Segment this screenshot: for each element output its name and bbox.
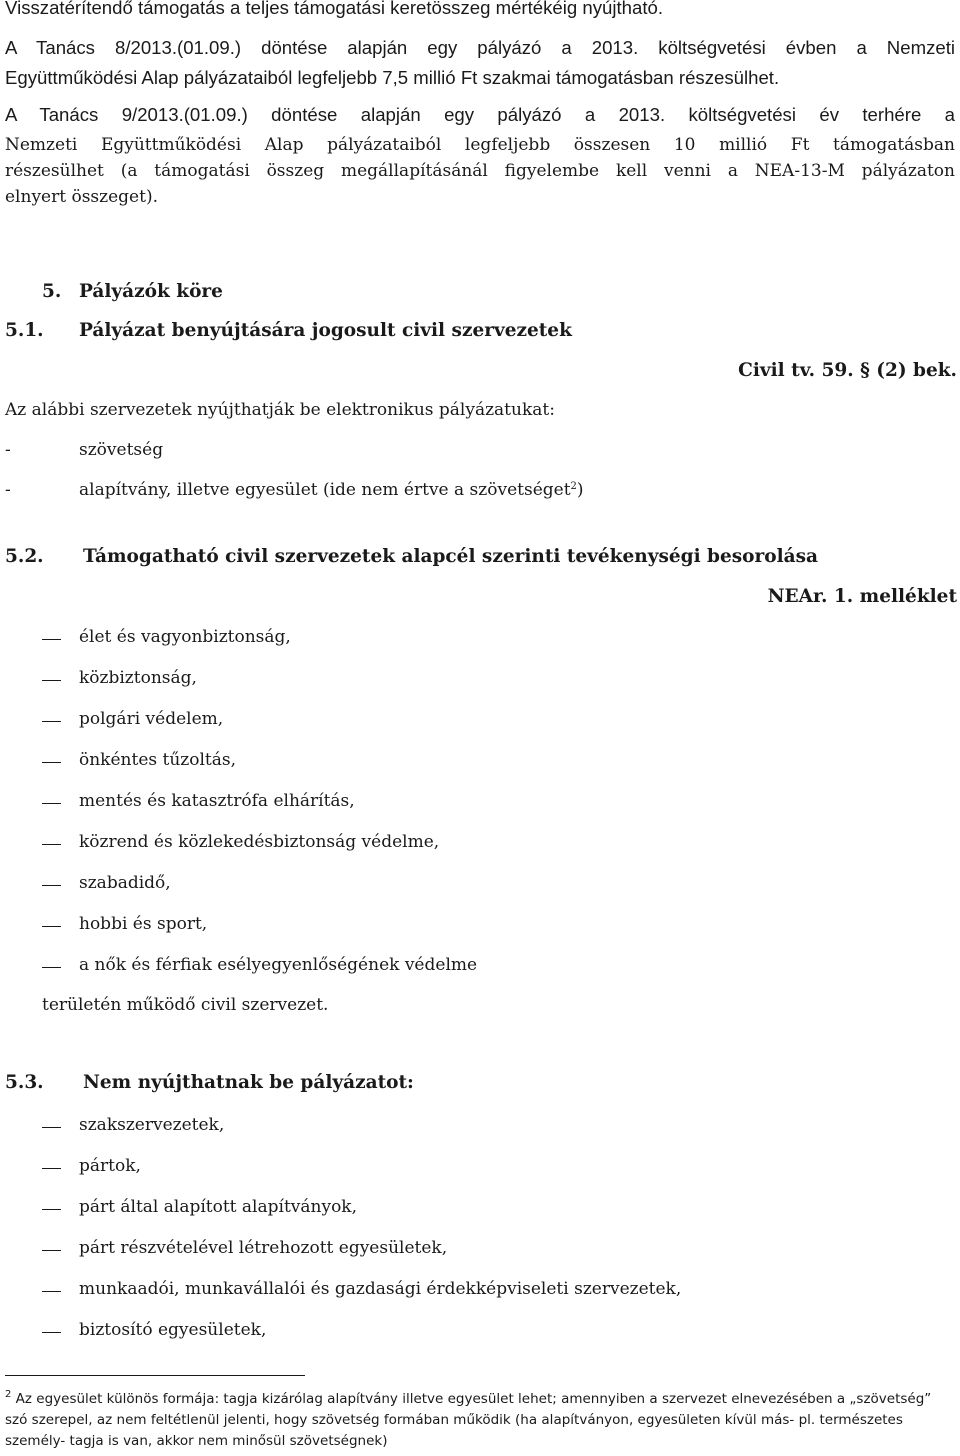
- section-5-1-title: Pályázat benyújtására jogosult civil szervezetek: [79, 320, 572, 341]
- list-item: a nők és férfiak esélyegyenlőségének védelme: [79, 955, 478, 975]
- dash-bullet: [42, 1168, 61, 1169]
- list-item-hyphen: -: [5, 480, 11, 500]
- list-item: önkéntes tűzoltás,: [79, 750, 237, 770]
- list-item: [79, 480, 584, 500]
- dash-bullet: [42, 844, 61, 845]
- dash-bullet: [42, 1332, 61, 1333]
- list-item: polgári védelem,: [79, 709, 224, 729]
- footnote-separator: [5, 1375, 305, 1376]
- section-5-title: Pályázók köre: [79, 281, 223, 302]
- dash-bullet: [42, 1291, 61, 1292]
- section-5-2-title: Támogatható civil szervezetek alapcél szerinti tevékenységi besorolása: [83, 546, 819, 567]
- section-5-1-number: 5.1.: [5, 320, 44, 341]
- intro-line-1: Visszatérítendő támogatás a teljes támogatási keretösszeg mértékéig nyújtható.: [5, 0, 664, 18]
- dash-bullet: [42, 1127, 61, 1128]
- list-item-close: ): [576, 480, 584, 500]
- footnote-text: Az egyesület különös formája: tagja kizárólag alapítvány illetve egyesület lehet; amennyiben a szervezet elnevezésében a „szövetség” szó szerepel, az nem feltétlenül jelenti, hogy szövetség formában működik (ha alapítványon, egyesületen kívül más- pl. természetes személy- tagja is van, akkor nem minősül szövetségnek): [5, 1391, 932, 1449]
- dash-bullet: [42, 639, 61, 640]
- section-5-2-number: 5.2.: [5, 546, 44, 567]
- list-item: szakszervezetek,: [79, 1115, 225, 1135]
- list-item: hobbi és sport,: [79, 914, 208, 934]
- dash-bullet: [42, 967, 61, 968]
- list-item: közbiztonság,: [79, 668, 197, 688]
- intro-line-2: A Tanács 8/2013.(01.09.) döntése alapján egy pályázó a 2013. költségvetési évben a Nemzeti: [5, 37, 955, 58]
- section-5-2-reference: NEAr. 1. melléklet: [767, 586, 957, 607]
- dash-bullet: [42, 1209, 61, 1210]
- list-item: biztosító egyesületek,: [79, 1320, 267, 1340]
- dash-bullet: [42, 721, 61, 722]
- list-item: szabadidő,: [79, 873, 171, 893]
- list-item: közrend és közlekedésbiztonság védelme,: [79, 832, 440, 852]
- footnote: [5, 1389, 955, 1452]
- list-item: szövetség: [79, 440, 164, 460]
- dash-bullet: [42, 1250, 61, 1251]
- section-5-number: 5.: [42, 281, 62, 302]
- list-item: mentés és katasztrófa elhárítás,: [79, 791, 355, 811]
- dash-bullet: [42, 926, 61, 927]
- section-5-1-reference: Civil tv. 59. § (2) bek.: [738, 360, 957, 381]
- intro-line-3: Együttműködési Alap pályázataiból legfeljebb 7,5 millió Ft szakmai támogatásban részesülhet.: [5, 67, 780, 88]
- section-5-3-number: 5.3.: [5, 1072, 44, 1093]
- list-item: párt által alapított alapítványok,: [79, 1197, 358, 1217]
- section-5-1-intro: Az alábbi szervezetek nyújthatják be elektronikus pályázatukat:: [5, 400, 555, 420]
- dash-bullet: [42, 885, 61, 886]
- list-item: párt részvételével létrehozott egyesületek,: [79, 1238, 448, 1258]
- list-item-text: alapítvány, illetve egyesület (ide nem értve a szövetséget: [79, 480, 571, 500]
- list-item: munkaadói, munkavállalói és gazdasági érdekképviseleti szervezetek,: [79, 1279, 682, 1299]
- section-5-3-title: Nem nyújthatnak be pályázatot:: [83, 1072, 414, 1093]
- list-item: pártok,: [79, 1156, 141, 1176]
- list-item-hyphen: -: [5, 440, 11, 460]
- footnote-reference[interactable]: 2: [570, 481, 577, 492]
- intro-line-7: elnyert összeget).: [5, 187, 158, 207]
- dash-bullet: [42, 680, 61, 681]
- dash-bullet: [42, 762, 61, 763]
- footnote-mark: 2: [5, 1389, 12, 1400]
- intro-line-6: részesülhet (a támogatási összeg megállapításánál figyelembe kell venni a NEA-13-M pályázaton: [5, 161, 955, 181]
- section-5-2-closing: területén működő civil szervezet.: [42, 995, 329, 1015]
- intro-line-4: A Tanács 9/2013.(01.09.) döntése alapján egy pályázó a 2013. költségvetési év terhére a: [5, 104, 955, 125]
- dash-bullet: [42, 803, 61, 804]
- list-item: élet és vagyonbiztonság,: [79, 627, 291, 647]
- intro-line-5: Nemzeti Együttműködési Alap pályázataiból legfeljebb összesen 10 millió Ft támogatásban: [5, 135, 955, 155]
